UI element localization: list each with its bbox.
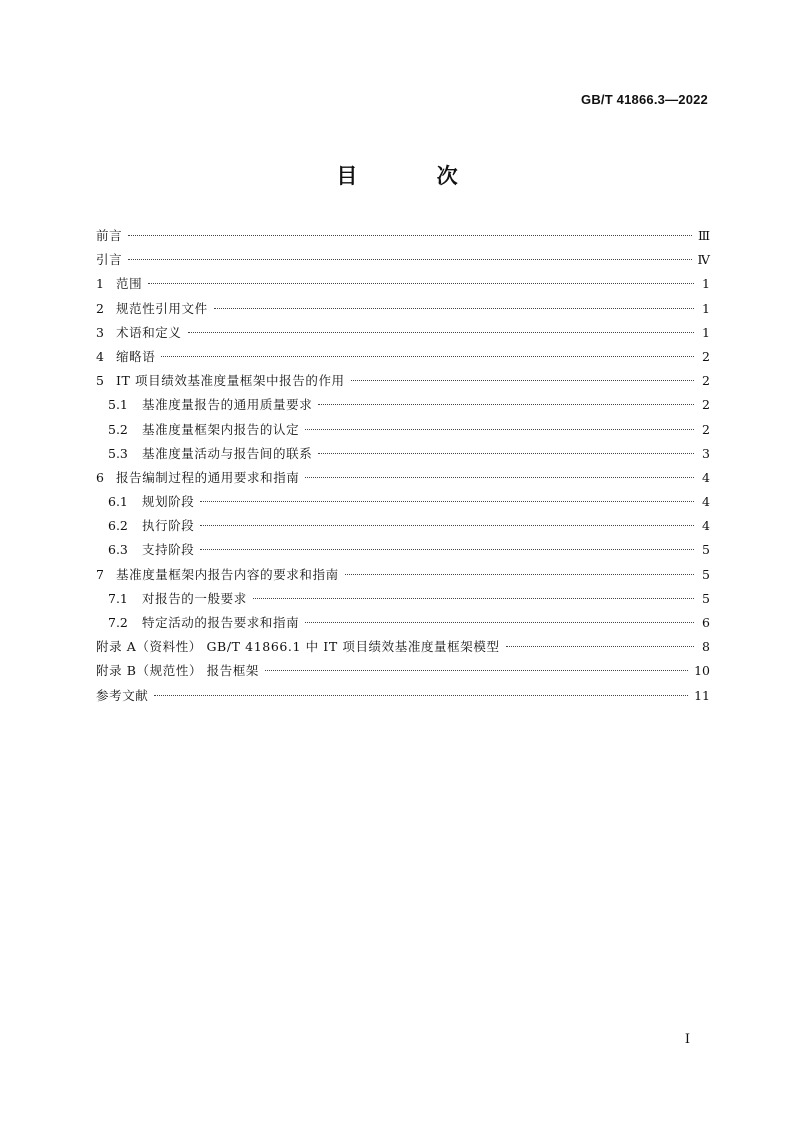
- toc-leader: [318, 453, 694, 454]
- toc-leader: [154, 695, 688, 696]
- toc-page: 10: [694, 663, 710, 679]
- toc-number: 5.3: [108, 445, 128, 461]
- toc-label: 基准度量框架内报告的认定: [142, 421, 300, 437]
- toc-page: 2: [702, 397, 710, 413]
- standard-number: GB/T 41866.3—2022: [581, 92, 708, 107]
- toc-number: 6.3: [108, 542, 128, 558]
- toc-leader: [345, 574, 694, 575]
- toc-label: 支持阶段: [142, 542, 195, 558]
- page-number: I: [684, 1032, 690, 1047]
- toc-leader: [200, 525, 694, 526]
- toc-entry-1[interactable]: [96, 275, 710, 299]
- toc-label: 引言: [96, 252, 123, 268]
- toc-leader: [351, 380, 694, 381]
- toc-entry-foreword[interactable]: [96, 227, 710, 251]
- toc-entry-6-1[interactable]: [96, 493, 710, 517]
- toc-page: 5: [702, 590, 710, 606]
- toc-number: 5.1: [108, 397, 128, 413]
- toc-page: 2: [702, 373, 710, 389]
- toc-label: 执行阶段: [142, 518, 195, 534]
- toc-leader: [305, 429, 694, 430]
- toc-number: 4: [96, 348, 104, 364]
- toc-page: 2: [702, 348, 710, 364]
- toc-entry-3[interactable]: [96, 324, 710, 348]
- toc-label: 参考文献: [96, 687, 149, 703]
- toc-number: 5.2: [108, 421, 128, 437]
- toc-label: 报告编制过程的通用要求和指南: [116, 469, 300, 485]
- toc-leader: [253, 598, 694, 599]
- toc-label: 基准度量框架内报告内容的要求和指南: [116, 566, 339, 582]
- toc-label: 特定活动的报告要求和指南: [142, 615, 300, 630]
- toc-number: 6: [96, 469, 104, 485]
- toc-leader: [305, 477, 694, 478]
- toc-page: 4: [702, 494, 710, 510]
- toc-entry-bibliography[interactable]: [96, 687, 710, 711]
- toc-entry-7[interactable]: [96, 566, 710, 590]
- toc-entry-6-2[interactable]: [96, 517, 710, 541]
- toc-label: 基准度量报告的通用质量要求: [142, 397, 313, 413]
- toc-number: 3: [96, 324, 104, 340]
- toc-leader: [265, 670, 688, 671]
- toc-label: 基准度量活动与报告间的联系: [142, 445, 313, 461]
- toc-label: 术语和定义: [116, 324, 182, 340]
- toc-label: 附录 A（资料性） GB/T 41866.1 中 IT 项目绩效基准度量框架模型: [96, 639, 500, 655]
- toc-entry-7-2[interactable]: [96, 614, 710, 638]
- toc-number: 7.2: [108, 615, 128, 630]
- toc-page: 4: [702, 469, 710, 485]
- toc-number: 7.1: [108, 590, 128, 606]
- toc-label: 规范性引用文件: [116, 300, 208, 316]
- toc-label: 对报告的一般要求: [142, 590, 247, 606]
- toc-page: 1: [702, 300, 710, 316]
- toc-page: 5: [702, 542, 710, 558]
- toc-leader: [214, 308, 694, 309]
- toc-leader: [128, 235, 692, 236]
- toc-entry-7-1[interactable]: [96, 590, 710, 614]
- toc-page: Ⅳ: [697, 252, 710, 268]
- toc-entry-2[interactable]: [96, 300, 710, 324]
- toc-number: 2: [96, 300, 104, 316]
- toc-page: 11: [694, 687, 710, 703]
- toc-number: 6.2: [108, 518, 128, 534]
- toc-page: 8: [702, 639, 710, 655]
- toc-leader: [128, 259, 691, 260]
- toc-leader: [506, 646, 694, 647]
- toc-label: 范围: [116, 276, 143, 292]
- toc-entry-5[interactable]: [96, 372, 710, 396]
- toc-entry-5-3[interactable]: [96, 445, 710, 469]
- toc-leader: [305, 622, 694, 623]
- toc-page: 2: [702, 421, 710, 437]
- toc-leader: [148, 283, 694, 284]
- toc-entry-6-3[interactable]: [96, 541, 710, 565]
- toc-leader: [200, 549, 694, 550]
- toc-entry-5-1[interactable]: [96, 396, 710, 420]
- toc-leader: [188, 332, 694, 333]
- page-title: 目 次: [336, 164, 494, 188]
- toc-leader: [200, 501, 694, 502]
- toc-entry-introduction[interactable]: [96, 251, 710, 275]
- toc-page: 3: [702, 445, 710, 461]
- toc-page: Ⅲ: [697, 228, 710, 243]
- toc-label: 规划阶段: [142, 494, 195, 510]
- toc-page: 5: [702, 566, 710, 582]
- toc-entry-6[interactable]: [96, 469, 710, 493]
- toc-entry-5-2[interactable]: [96, 421, 710, 445]
- toc-page: 1: [702, 276, 710, 292]
- toc-leader: [318, 404, 694, 405]
- toc-label: 缩略语: [116, 348, 156, 364]
- toc-page: 1: [702, 324, 710, 340]
- toc-number: 1: [96, 276, 104, 292]
- toc-label: IT 项目绩效基准度量框架中报告的作用: [116, 373, 345, 389]
- toc-number: 5: [96, 373, 104, 389]
- toc-page: 6: [702, 615, 710, 630]
- toc-label: 前言: [96, 228, 123, 243]
- toc-page: 4: [702, 518, 710, 534]
- toc-entry-annex-b[interactable]: [96, 662, 710, 686]
- toc-entry-4[interactable]: [96, 348, 710, 372]
- toc-number: 7: [96, 566, 104, 582]
- toc-leader: [161, 356, 694, 357]
- table-of-contents: [96, 227, 710, 711]
- toc-label: 附录 B（规范性） 报告框架: [96, 663, 260, 679]
- toc-entry-annex-a[interactable]: [96, 638, 710, 662]
- toc-number: 6.1: [108, 494, 128, 510]
